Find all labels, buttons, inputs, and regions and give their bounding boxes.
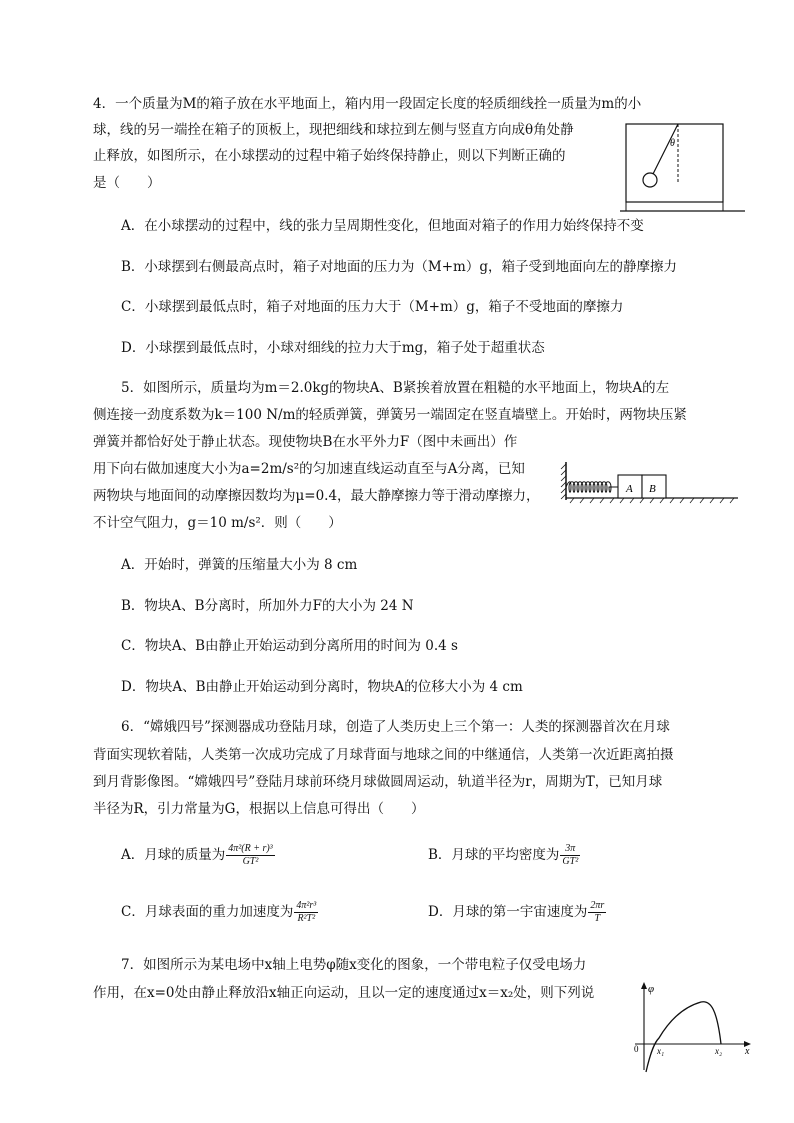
- q4-option-b: B．小球摆到右侧最高点时，箱子对地面的压力为（M+m）g，箱子受到地面向左的静摩擦力: [121, 259, 677, 275]
- phi-label: φ: [648, 983, 655, 995]
- q4-option-d: D．小球摆到最低点时，小球对细线的拉力大于mg，箱子处于超重状态: [121, 340, 545, 356]
- x-axis-label: x: [745, 1046, 750, 1057]
- x1-label: x₁: [657, 1046, 665, 1056]
- q4-option-a: A．在小球摆动的过程中，线的张力呈周期性变化，但地面对箱子的作用力始终保持不变: [121, 218, 644, 234]
- theta-label: θ: [670, 138, 675, 149]
- box-outline: [626, 124, 723, 202]
- origin-label: 0: [634, 1044, 639, 1054]
- block-b-label: B: [649, 483, 656, 495]
- q5-option-d: D．物块A、B由静止开始运动到分离时，物块A的位移大小为 4 cm: [121, 679, 523, 695]
- potential-curve: [646, 1002, 721, 1072]
- q4-line-2: 球，线的另一端拴在箱子的顶板上，现把细线和球拉到左侧与竖直方向成θ角处静: [93, 122, 574, 138]
- q6-option-b-denominator: GT²: [562, 856, 579, 867]
- q6-option-c: [121, 900, 319, 925]
- q6-line-4: 半径为R，引力常量为G，根据以上信息可得出（ ）: [93, 801, 425, 817]
- q4-line-3: 止释放，如图所示，在小球摆动的过程中箱子始终保持静止，则以下判断正确的: [93, 148, 566, 164]
- q5-line-1: 5．如图所示，质量均为m＝2.0kg的物块A、B紧挨着放置在粗糙的水平地面上，物块A的左: [121, 380, 670, 396]
- q5-line-5: 两物块与地面间的动摩擦因数均为μ=0.4，最大静摩擦力等于滑动摩擦力，: [93, 488, 540, 504]
- q5-option-b: B．物块A、B分离时，所加外力F的大小为 24 N: [121, 598, 414, 614]
- q6-option-c-denominator: R²T²: [297, 913, 316, 924]
- q4-line-1: 4．一个质量为M的箱子放在水平地面上，箱内用一段固定长度的轻质细线拴一质量为m的小: [93, 96, 642, 112]
- q6-option-a: [121, 843, 276, 868]
- q6-option-b-fraction: [560, 843, 580, 868]
- spring: [566, 482, 618, 493]
- q6-line-1: 6．“嫦娥四号”探测器成功登陆月球，创造了人类历史上三个第一：人类的探测器首次在月球: [121, 719, 670, 735]
- q7-line-1: 7．如图所示为某电场中x轴上电势φ随x变化的图象，一个带电粒子仅受电场力: [121, 957, 587, 973]
- x2-label: x₂: [715, 1046, 723, 1056]
- q6-option-c-fraction: [294, 900, 318, 925]
- q4-line-4: 是（ ）: [93, 175, 161, 191]
- q6-option-d-numerator: 2πr: [590, 900, 605, 911]
- q5-option-c: C．物块A、B由静止开始运动到分离所用的时间为 0.4 s: [121, 638, 458, 654]
- q5-line-3: 弹簧并都恰好处于静止状态。现使物块B在水平外力F（图中未画出）作: [93, 434, 518, 450]
- pendulum-box-figure: [620, 122, 745, 214]
- q6-option-b: [428, 843, 581, 868]
- q6-option-b-numerator: 3π: [560, 843, 580, 856]
- q5-option-a: A．开始时，弹簧的压缩量大小为 8 cm: [121, 557, 358, 573]
- q5-line-2: 侧连接一劲度系数为k＝100 N/m的轻质弹簧，弹簧另一端固定在竖直墙壁上。开始时，两物块压紧: [93, 407, 687, 423]
- q6-option-b-text: B．月球的平均密度为: [428, 847, 560, 863]
- q6-option-a-numerator: 4π²(R + r)³: [228, 843, 273, 854]
- block-a-label: A: [626, 483, 633, 495]
- q6-option-d-fraction: [588, 900, 606, 925]
- q6-line-2: 背面实现软着陆，人类第一次成功完成了月球背面与地球之间的中继通信，人类第一次近距离拍摄: [93, 747, 674, 763]
- q6-option-a-denominator: GT²: [242, 856, 259, 867]
- pendulum-string: [653, 124, 678, 174]
- q6-option-c-numerator: 4π²r³: [296, 900, 317, 911]
- q4-option-c: C．小球摆到最低点时，箱子对地面的压力大于（M+m）g，箱子不受地面的摩擦力: [121, 299, 624, 315]
- q5-line-6: 不计空气阻力，g＝10 m/s²．则（ ）: [93, 515, 342, 531]
- q6-option-d-text: D．月球的第一宇宙速度为: [428, 904, 588, 920]
- q6-option-d-denominator: T: [594, 913, 601, 924]
- q6-line-3: 到月背影像图。“嫦娥四号”登陆月球前环绕月球做圆周运动，轨道半径为r，周期为T，已知月球: [93, 774, 663, 790]
- q5-line-4: 用下向右做加速度大小为a=2m/s²的匀加速直线运动直至与A分离，已知: [93, 461, 525, 477]
- pendulum-ball: [643, 173, 657, 187]
- q7-line-2: 作用，在x=0处由静止释放沿x轴正向运动，且以一定的速度通过x＝x₂处，则下列说: [93, 985, 595, 1001]
- q6-option-a-text: A．月球的质量为: [121, 847, 226, 863]
- q6-option-d: [428, 900, 607, 925]
- q6-option-c-text: C．月球表面的重力加速度为: [121, 904, 294, 920]
- spring-blocks-figure: [560, 458, 742, 504]
- potential-graph: [627, 980, 757, 1075]
- q6-option-a-fraction: [226, 843, 274, 868]
